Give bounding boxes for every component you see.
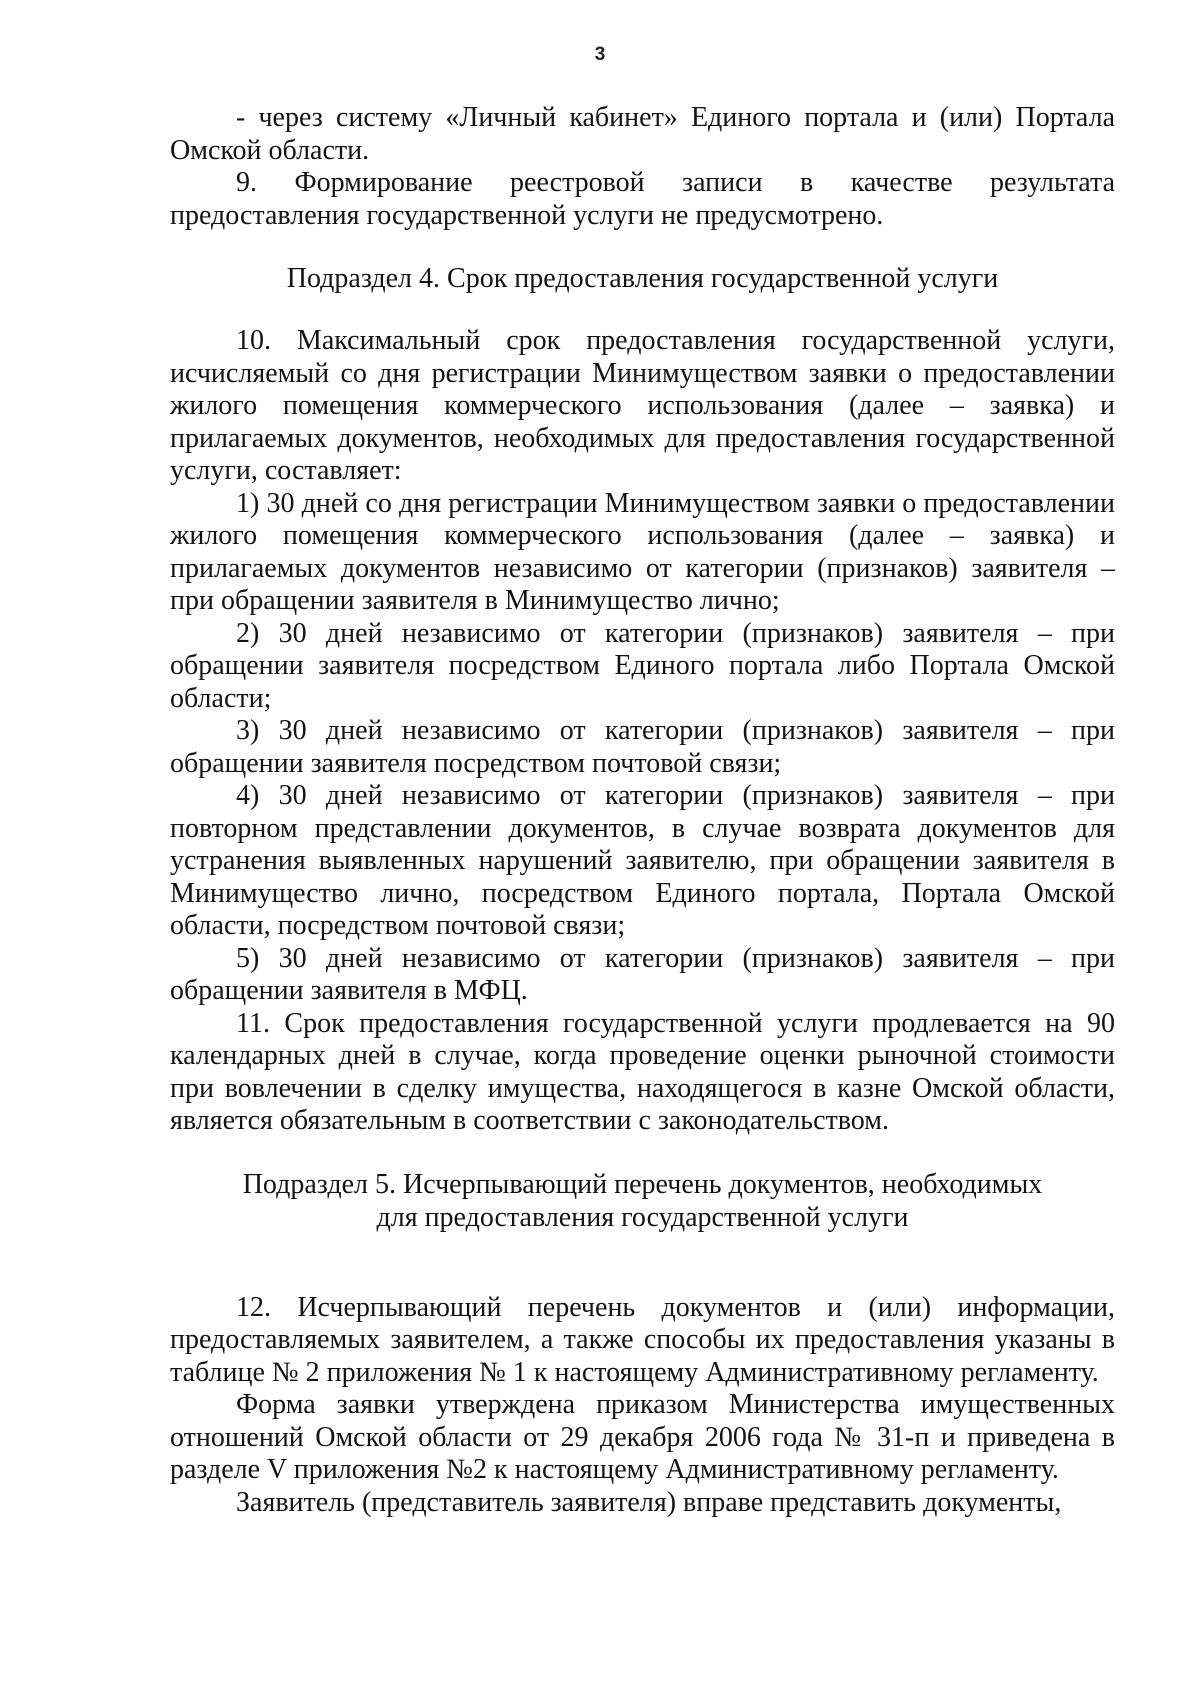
paragraph-application-form: Форма заявки утверждена приказом Министерства имущественных отношений Омской области от 29 декабря 2006 года № 31-п и приведена в разделе V приложения №2 к настоящему Административному регламенту.	[170, 1389, 1115, 1485]
list-item-5: 5) 30 дней независимо от категории (признаков) заявителя – при обращении заявителя в МФЦ.	[170, 942, 1115, 1006]
list-item-3: 3) 30 дней независимо от категории (признаков) заявителя – при обращении заявителя посредством почтовой связи;	[170, 715, 1115, 779]
paragraph-applicant-right: Заявитель (представитель заявителя) вправе представить документы,	[236, 1486, 1062, 1518]
paragraph-10: 10. Максимальный срок предоставления государственной услуги, исчисляемый со дня регистрации Минимуществом заявки о предоставлении жилого помещения коммерческого использования (далее – заявка) и прилагаемых документов, необходимых для предоставления государственной услуги, составляет:	[170, 325, 1115, 486]
document-body	[170, 102, 1115, 1519]
paragraph-personal-cabinet: - через систему «Личный кабинет» Единого портала и (или) Портала Омской области.	[170, 102, 1115, 166]
list-item-1: 1) 30 дней со дня регистрации Минимуществом заявки о предоставлении жилого помещения коммерческого использования (далее – заявка) и прилагаемых документов независимо от категории (признаков) заявителя – при обращении заявителя в Минимущество лично;	[170, 487, 1115, 616]
subsection-4-heading: Подраздел 4. Срок предоставления государственной услуги	[286, 263, 999, 294]
subsection-5-heading-line-2: для предоставления государственной услуги	[376, 1201, 909, 1233]
page-number: 3	[594, 44, 606, 65]
paragraph-12: 12. Исчерпывающий перечень документов и (или) информации, предоставляемых заявителем, а также способы их предоставления указаны в таблице № 2 приложения № 1 к настоящему Административному регламенту.	[170, 1291, 1115, 1388]
paragraph-9: 9. Формирование реестровой записи в качестве результата предоставления государственной услуги не предусмотрено.	[170, 167, 1115, 231]
list-item-2: 2) 30 дней независимо от категории (признаков) заявителя – при обращении заявителя посредством Единого портала либо Портала Омской области;	[170, 617, 1115, 714]
paragraph-11: 11. Срок предоставления государственной услуги продлевается на 90 календарных дней в случае, когда проведение оценки рыночной стоимости при вовлечении в сделку имущества, находящегося в казне Омской области, является обязательным в соответствии с законодательством.	[170, 1007, 1115, 1136]
subsection-5-heading-line-1: Подраздел 5. Исчерпывающий перечень документов, необходимых	[242, 1168, 1043, 1200]
list-item-4: 4) 30 дней независимо от категории (признаков) заявителя – при повторном представлении документов, в случае возврата документов для устранения выявленных нарушений заявителю, при обращении заявителя в Минимущество лично, посредством Единого портала, Портала Омской области, посредством почтовой связи;	[170, 780, 1115, 941]
